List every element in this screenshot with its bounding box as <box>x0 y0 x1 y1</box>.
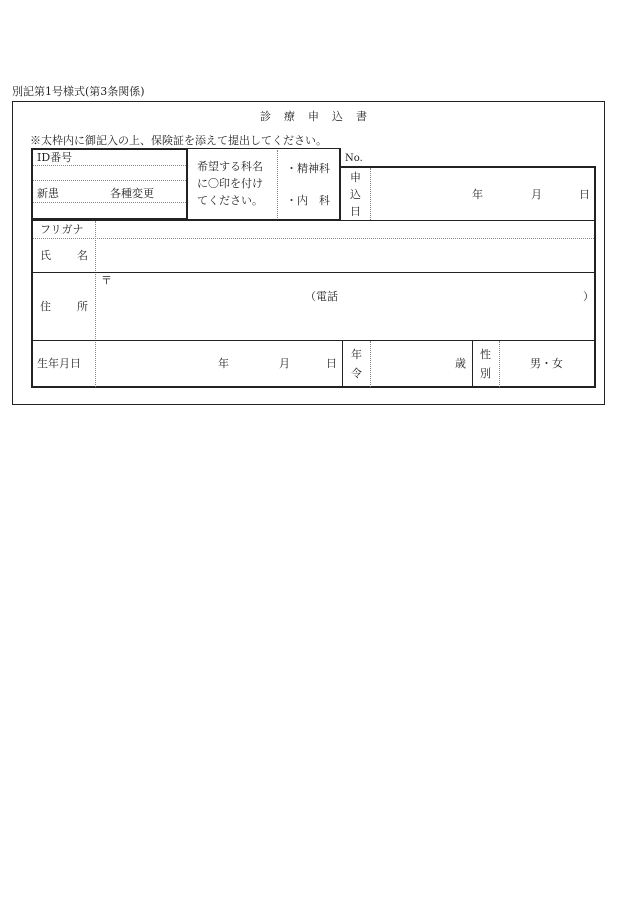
apply-date-label-3: 日 <box>350 205 361 218</box>
address-label-2: 所 <box>77 300 88 313</box>
date-top-border <box>340 166 596 168</box>
apply-day-label: 日 <box>579 188 590 201</box>
birth-label: 生年月日 <box>37 357 81 370</box>
birth-day-label: 日 <box>326 357 337 370</box>
change-checkbox-label[interactable]: 各種変更 <box>110 187 154 200</box>
sex-label-1: 性 <box>480 348 491 361</box>
dept-option-psychiatry[interactable]: ・精神科 <box>286 162 330 175</box>
furigana-dotted-line <box>33 238 594 239</box>
number-label: No. <box>345 153 363 164</box>
apply-year-label: 年 <box>472 188 483 201</box>
birth-year-label: 年 <box>218 357 229 370</box>
form-title: 診 療 申 込 書 <box>260 110 368 123</box>
sex-label-2: 別 <box>480 367 491 380</box>
apply-date-label-1: 申 <box>350 171 361 184</box>
row-separator-address <box>31 340 596 341</box>
apply-date-label-2: 込 <box>350 188 361 201</box>
age-label-divider <box>370 341 371 387</box>
form-reference: 別記第1号様式(第3条関係) <box>12 85 145 98</box>
phone-close: ） <box>583 290 594 303</box>
sex-label-divider <box>499 341 500 387</box>
name-label-2: 名 <box>77 249 88 262</box>
sex-options[interactable]: 男・女 <box>530 357 563 370</box>
sex-left-border <box>472 341 473 387</box>
apply-date-field[interactable] <box>380 172 590 214</box>
date-label-divider <box>370 168 371 220</box>
age-left-border <box>342 341 343 387</box>
name-field[interactable] <box>98 240 592 270</box>
age-field[interactable] <box>374 343 470 385</box>
label-column-divider <box>95 221 96 387</box>
apply-month-label: 月 <box>531 188 542 201</box>
furigana-label: フリガナ <box>40 223 84 236</box>
dept-option-internal[interactable]: ・内 科 <box>286 194 330 207</box>
name-label-1: 氏 <box>40 249 51 262</box>
phone-open: （電話 <box>305 290 338 303</box>
birth-month-label: 月 <box>279 357 290 370</box>
age-unit: 歳 <box>455 357 466 370</box>
new-patient-checkbox-label[interactable]: 新患 <box>37 187 59 200</box>
id-label: ID番号 <box>37 151 73 164</box>
dept-prompt-2: に〇印を付け <box>197 177 263 190</box>
instruction-text: ※太枠内に御記入の上、保険証を添えて提出してください。 <box>30 134 327 147</box>
birth-date-field[interactable] <box>98 343 340 385</box>
age-label-2: 令 <box>351 367 362 380</box>
dept-prompt-1: 希望する科名 <box>197 160 263 173</box>
date-left-border <box>340 148 341 220</box>
row-separator-name <box>31 272 596 273</box>
dept-prompt-3: てください。 <box>197 194 263 207</box>
postal-mark: 〒 <box>101 274 112 287</box>
row-separator-top <box>31 220 596 221</box>
address-label-1: 住 <box>40 300 51 313</box>
age-label-1: 年 <box>351 348 362 361</box>
address-field[interactable] <box>98 274 592 338</box>
furigana-field[interactable] <box>98 222 592 237</box>
